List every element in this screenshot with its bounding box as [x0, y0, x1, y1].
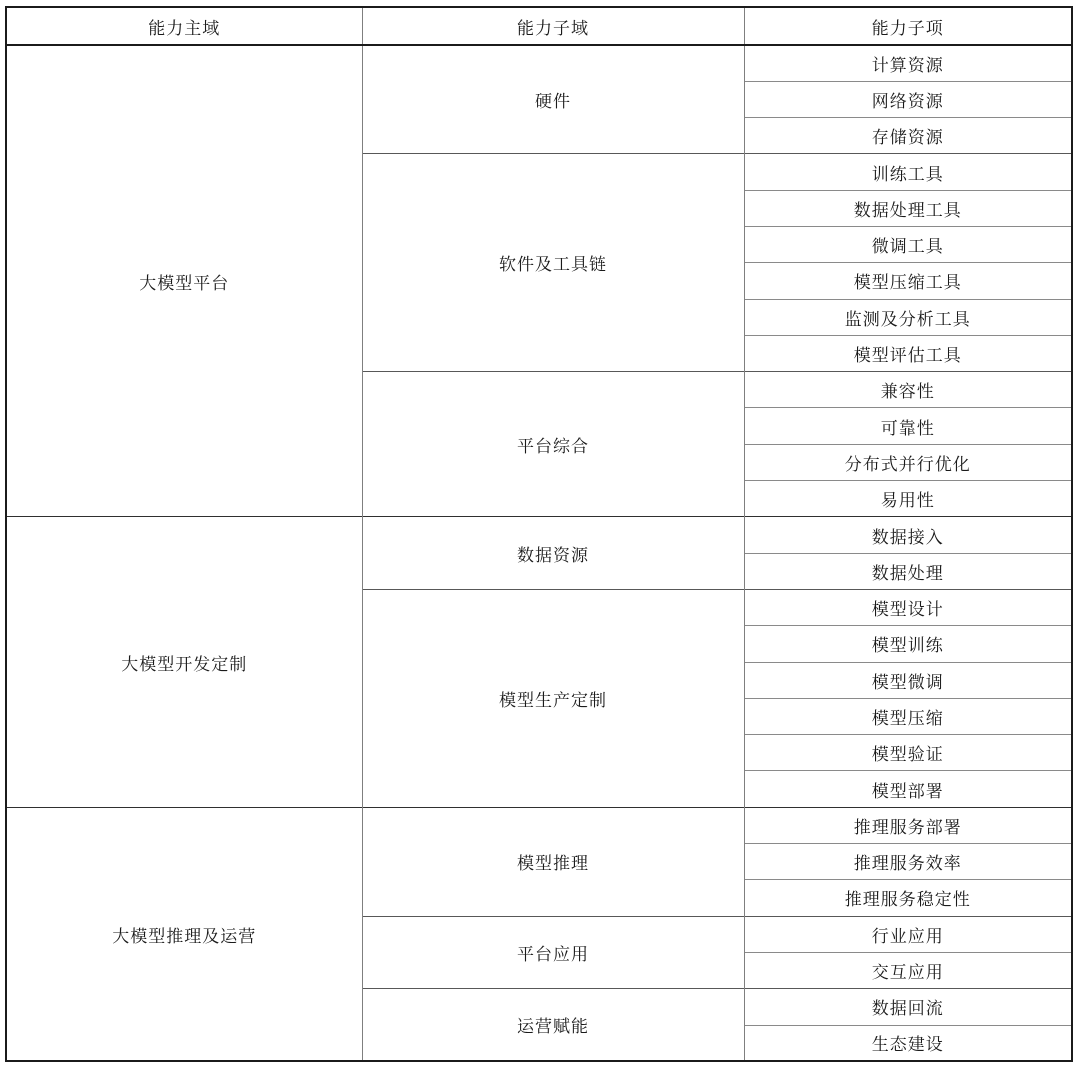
sub-domain-cell: 平台综合 — [362, 372, 744, 517]
table-header — [6, 7, 1072, 45]
capability-item-cell: 行业应用 — [744, 916, 1072, 952]
column-header-main-domain: 能力主域 — [6, 7, 362, 45]
main-domain-cell: 大模型平台 — [6, 45, 362, 517]
capability-item-cell: 模型验证 — [744, 735, 1072, 771]
capability-item-cell: 模型设计 — [744, 589, 1072, 625]
capability-item-cell: 存储资源 — [744, 118, 1072, 154]
column-header-sub-domain: 能力子域 — [362, 7, 744, 45]
sub-domain-cell: 运营赋能 — [362, 989, 744, 1062]
capability-item-cell: 模型部署 — [744, 771, 1072, 807]
sub-domain-cell: 模型生产定制 — [362, 589, 744, 807]
capability-item-cell: 交互应用 — [744, 952, 1072, 988]
main-domain-cell: 大模型推理及运营 — [6, 807, 362, 1061]
capability-item-cell: 监测及分析工具 — [744, 299, 1072, 335]
capability-item-cell: 推理服务稳定性 — [744, 880, 1072, 916]
sub-domain-cell: 平台应用 — [362, 916, 744, 989]
sub-domain-cell: 软件及工具链 — [362, 154, 744, 372]
capability-table — [5, 6, 1073, 1062]
capability-item-cell: 模型评估工具 — [744, 335, 1072, 371]
capability-item-cell: 分布式并行优化 — [744, 444, 1072, 480]
sub-domain-cell: 数据资源 — [362, 517, 744, 590]
capability-item-cell: 模型压缩工具 — [744, 263, 1072, 299]
main-domain-cell: 大模型开发定制 — [6, 517, 362, 807]
capability-item-cell: 兼容性 — [744, 372, 1072, 408]
capability-item-cell: 推理服务部署 — [744, 807, 1072, 843]
capability-item-cell: 微调工具 — [744, 226, 1072, 262]
capability-item-cell: 数据接入 — [744, 517, 1072, 553]
capability-item-cell: 数据处理工具 — [744, 190, 1072, 226]
capability-item-cell: 训练工具 — [744, 154, 1072, 190]
capability-item-cell: 网络资源 — [744, 81, 1072, 117]
table-row — [6, 517, 1072, 553]
capability-item-cell: 模型压缩 — [744, 698, 1072, 734]
capability-item-cell: 推理服务效率 — [744, 844, 1072, 880]
sub-domain-cell: 硬件 — [362, 45, 744, 154]
capability-item-cell: 数据处理 — [744, 553, 1072, 589]
capability-item-cell: 计算资源 — [744, 45, 1072, 81]
table-row — [6, 807, 1072, 843]
capability-item-cell: 生态建设 — [744, 1025, 1072, 1061]
capability-item-cell: 模型微调 — [744, 662, 1072, 698]
header-row — [6, 7, 1072, 45]
table-body — [6, 45, 1072, 1061]
column-header-sub-item: 能力子项 — [744, 7, 1072, 45]
capability-item-cell: 易用性 — [744, 481, 1072, 517]
table-row — [6, 45, 1072, 81]
capability-item-cell: 数据回流 — [744, 989, 1072, 1025]
capability-item-cell: 模型训练 — [744, 626, 1072, 662]
capability-item-cell: 可靠性 — [744, 408, 1072, 444]
sub-domain-cell: 模型推理 — [362, 807, 744, 916]
